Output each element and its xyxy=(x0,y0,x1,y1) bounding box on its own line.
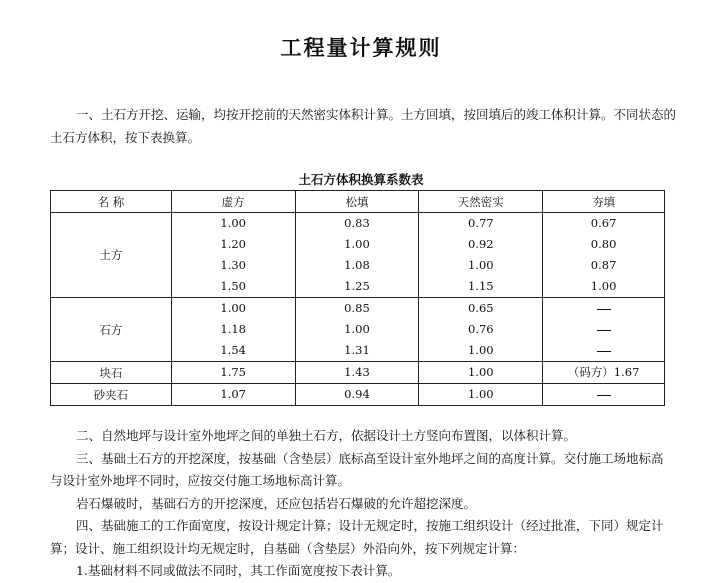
rule-2: 二、自然地坪与设计室外地坪之间的单独土石方，依据设计土方竖向布置图，以体积计算。 xyxy=(76,428,577,443)
rule-4: 四、基础施工的工作面宽度，按设计规定计算；设计无规定时，按施工组织设计（经过批准，下同）规定计算；设计、施工组织设计均无规定时，自基础（含垫层）外沿向外，按下列规定计算： xyxy=(50,518,664,556)
coefficient-value: 1.08 xyxy=(344,258,370,272)
value-cell xyxy=(543,362,665,384)
table-group-row xyxy=(51,298,665,362)
coefficient-value: 0.92 xyxy=(467,237,494,251)
coefficient-value: 1.30 xyxy=(220,258,246,272)
value-cell xyxy=(295,362,419,384)
coefficient-value: 0.85 xyxy=(344,301,370,315)
material-name-cell: 土方 xyxy=(51,213,172,298)
value-cell xyxy=(171,362,295,384)
coefficient-value xyxy=(543,384,664,405)
value-cell xyxy=(419,298,543,362)
table-group-row xyxy=(51,362,665,384)
coefficient-value: 1.54 xyxy=(220,343,246,357)
coefficient-value: 0.65 xyxy=(467,301,494,315)
table-title: 土石方体积换算系数表 xyxy=(298,172,424,187)
coefficient-value: （码方）1.67 xyxy=(567,365,640,379)
coefficient-value: 1.20 xyxy=(220,237,246,251)
coefficient-value: 1.31 xyxy=(344,343,370,357)
dash-mark xyxy=(597,309,611,310)
rule-3: 三、基础土石方的开挖深度，按基础（含垫层）底标高至设计室外地坪之间的高度计算。交付施工场地标高与设计室外地坪不同时，应按交付施工场地标高计算。 xyxy=(50,450,664,488)
coefficient-value: 1.25 xyxy=(344,279,370,293)
coefficient-value: 1.75 xyxy=(220,365,246,379)
coefficient-value: 1.00 xyxy=(220,216,246,230)
value-cell xyxy=(295,384,419,406)
dash-mark xyxy=(597,330,611,331)
value-cell xyxy=(295,298,419,362)
rule-3-blasting: 岩石爆破时，基础石方的开挖深度，还应包括岩石爆破的允许超挖深度。 xyxy=(76,495,477,511)
rule-4-item-1: 1.基础材料不同或做法不同时，其工作面宽度按下表计算。 xyxy=(76,563,401,578)
coefficient-value: 1.00 xyxy=(220,301,246,315)
header-loose: 虚方 xyxy=(171,191,295,213)
header-loose-fill: 松填 xyxy=(295,191,419,213)
intro-paragraph: 一、土石方开挖、运输，均按开挖前的天然密实体积计算。土方回填，按回填后的竣工体积计算。不同状态的土石方体积，按下表换算。 xyxy=(50,107,677,145)
table-group-row xyxy=(51,213,665,298)
coefficient-value: 1.00 xyxy=(344,322,370,336)
header-compacted: 夯填 xyxy=(543,191,665,213)
coefficient-value: 1.00 xyxy=(467,343,494,357)
coefficient-value: 0.77 xyxy=(467,216,494,230)
coefficient-value: 1.00 xyxy=(467,387,494,401)
coefficient-value: 0.67 xyxy=(590,216,617,230)
coefficient-value xyxy=(543,298,664,319)
value-cell xyxy=(419,384,543,406)
material-name-cell: 石方 xyxy=(51,298,172,362)
dash-mark xyxy=(597,351,611,352)
dash-mark xyxy=(597,395,611,396)
table-header-row xyxy=(51,191,665,213)
coefficient-value: 0.80 xyxy=(590,237,617,251)
value-cell xyxy=(543,298,665,362)
coefficient-value: 0.83 xyxy=(344,216,370,230)
coefficient-value: 0.87 xyxy=(590,258,617,272)
conversion-table xyxy=(50,190,665,406)
coefficient-value: 1.00 xyxy=(344,237,370,251)
coefficient-value: 1.00 xyxy=(467,258,494,272)
value-cell xyxy=(543,213,665,298)
rules-text xyxy=(50,425,672,583)
coefficient-value: 1.18 xyxy=(220,322,246,336)
header-name: 名 称 xyxy=(51,191,172,213)
coefficient-value: 1.15 xyxy=(467,279,494,293)
value-cell xyxy=(171,298,295,362)
page-title: 工程量计算规则 xyxy=(280,36,442,60)
coefficient-value: 1.07 xyxy=(220,387,246,401)
coefficient-value: 1.00 xyxy=(590,279,617,293)
table-group-row xyxy=(51,384,665,406)
coefficient-value: 1.00 xyxy=(467,365,494,379)
material-name-cell: 块石 xyxy=(51,362,172,384)
coefficient-value: 0.94 xyxy=(344,387,370,401)
value-cell xyxy=(543,384,665,406)
coefficient-value: 1.50 xyxy=(220,279,246,293)
header-natural: 天然密实 xyxy=(419,191,543,213)
value-cell xyxy=(419,213,543,298)
coefficient-value: 0.76 xyxy=(467,322,494,336)
value-cell xyxy=(419,362,543,384)
value-cell xyxy=(171,213,295,298)
value-cell xyxy=(295,213,419,298)
coefficient-value xyxy=(543,340,664,361)
coefficient-value xyxy=(543,319,664,340)
material-name-cell: 砂夹石 xyxy=(51,384,172,406)
value-cell xyxy=(171,384,295,406)
coefficient-value: 1.43 xyxy=(344,365,370,379)
